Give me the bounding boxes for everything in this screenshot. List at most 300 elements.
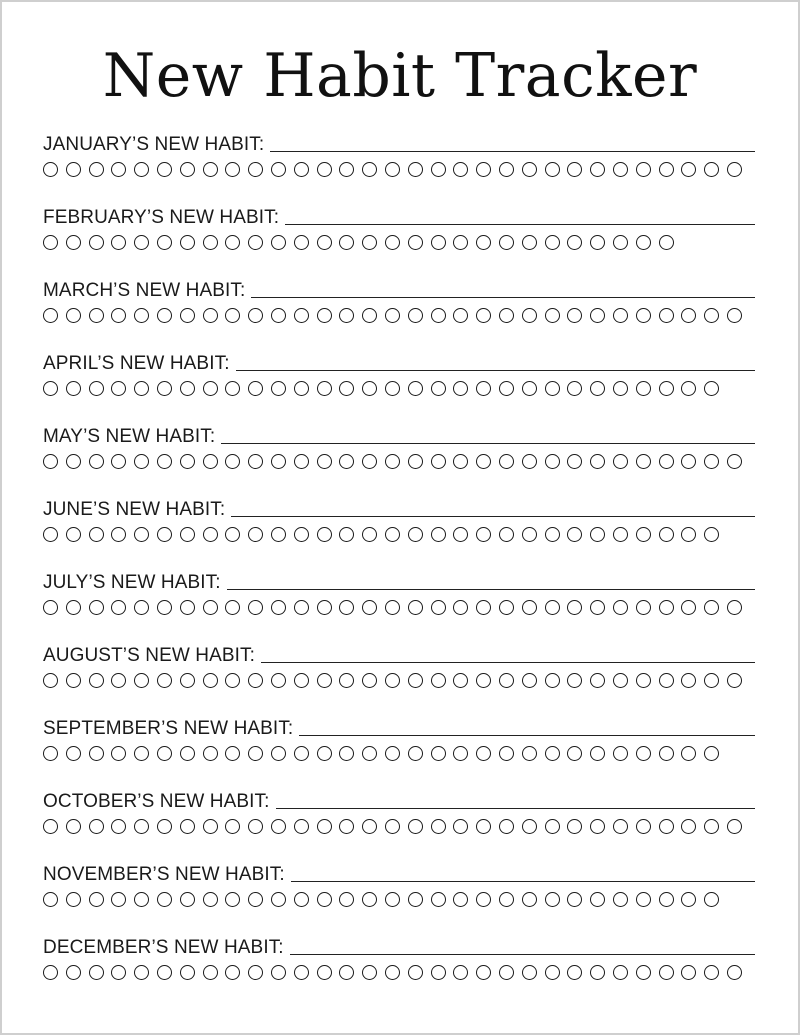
day-circle[interactable]	[408, 162, 423, 177]
day-circle[interactable]	[704, 673, 719, 688]
day-circle[interactable]	[111, 892, 126, 907]
day-circle[interactable]	[453, 819, 468, 834]
day-circle[interactable]	[408, 308, 423, 323]
day-circle[interactable]	[248, 527, 263, 542]
day-circle[interactable]	[225, 527, 240, 542]
day-circle[interactable]	[66, 819, 81, 834]
day-circle[interactable]	[453, 600, 468, 615]
day-circle[interactable]	[294, 308, 309, 323]
day-circle[interactable]	[567, 162, 582, 177]
day-circle[interactable]	[476, 381, 491, 396]
day-circle[interactable]	[613, 892, 628, 907]
day-circle[interactable]	[134, 527, 149, 542]
day-circle[interactable]	[317, 454, 332, 469]
day-circle[interactable]	[248, 381, 263, 396]
day-circle[interactable]	[203, 381, 218, 396]
day-circle[interactable]	[545, 381, 560, 396]
day-circle[interactable]	[476, 308, 491, 323]
day-circle[interactable]	[248, 819, 263, 834]
day-circle[interactable]	[590, 892, 605, 907]
day-circle[interactable]	[271, 527, 286, 542]
day-circle[interactable]	[476, 454, 491, 469]
day-circle[interactable]	[180, 892, 195, 907]
day-circle[interactable]	[453, 673, 468, 688]
day-circle[interactable]	[89, 965, 104, 980]
day-circle[interactable]	[681, 673, 696, 688]
day-circle[interactable]	[681, 600, 696, 615]
day-circle[interactable]	[522, 965, 537, 980]
day-circle[interactable]	[659, 673, 674, 688]
day-circle[interactable]	[111, 162, 126, 177]
day-circle[interactable]	[385, 454, 400, 469]
day-circle[interactable]	[590, 600, 605, 615]
day-circle[interactable]	[89, 527, 104, 542]
day-circle[interactable]	[203, 600, 218, 615]
day-circle[interactable]	[111, 965, 126, 980]
day-circle[interactable]	[590, 673, 605, 688]
day-circle[interactable]	[704, 746, 719, 761]
day-circle[interactable]	[431, 673, 446, 688]
day-circle[interactable]	[613, 162, 628, 177]
day-circle[interactable]	[157, 892, 172, 907]
day-circle[interactable]	[522, 673, 537, 688]
day-circle[interactable]	[704, 600, 719, 615]
day-circle[interactable]	[180, 381, 195, 396]
day-circle[interactable]	[659, 600, 674, 615]
habit-blank-line[interactable]	[276, 808, 755, 809]
day-circle[interactable]	[248, 892, 263, 907]
day-circle[interactable]	[203, 746, 218, 761]
day-circle[interactable]	[248, 308, 263, 323]
day-circle[interactable]	[636, 162, 651, 177]
day-circle[interactable]	[681, 162, 696, 177]
day-circle[interactable]	[613, 308, 628, 323]
day-circle[interactable]	[522, 308, 537, 323]
day-circle[interactable]	[43, 454, 58, 469]
day-circle[interactable]	[294, 381, 309, 396]
day-circle[interactable]	[317, 162, 332, 177]
day-circle[interactable]	[545, 308, 560, 323]
day-circle[interactable]	[499, 892, 514, 907]
day-circle[interactable]	[681, 819, 696, 834]
day-circle[interactable]	[362, 673, 377, 688]
day-circle[interactable]	[134, 965, 149, 980]
day-circle[interactable]	[453, 162, 468, 177]
day-circle[interactable]	[43, 381, 58, 396]
day-circle[interactable]	[590, 819, 605, 834]
day-circle[interactable]	[294, 965, 309, 980]
day-circle[interactable]	[681, 308, 696, 323]
day-circle[interactable]	[522, 819, 537, 834]
day-circle[interactable]	[545, 600, 560, 615]
day-circle[interactable]	[476, 673, 491, 688]
day-circle[interactable]	[431, 965, 446, 980]
day-circle[interactable]	[134, 162, 149, 177]
day-circle[interactable]	[545, 454, 560, 469]
day-circle[interactable]	[134, 673, 149, 688]
day-circle[interactable]	[636, 965, 651, 980]
day-circle[interactable]	[545, 527, 560, 542]
day-circle[interactable]	[453, 746, 468, 761]
day-circle[interactable]	[180, 308, 195, 323]
day-circle[interactable]	[157, 308, 172, 323]
day-circle[interactable]	[681, 965, 696, 980]
day-circle[interactable]	[522, 746, 537, 761]
day-circle[interactable]	[203, 162, 218, 177]
day-circle[interactable]	[157, 819, 172, 834]
day-circle[interactable]	[590, 454, 605, 469]
day-circle[interactable]	[271, 673, 286, 688]
day-circle[interactable]	[567, 527, 582, 542]
day-circle[interactable]	[89, 746, 104, 761]
day-circle[interactable]	[225, 819, 240, 834]
day-circle[interactable]	[499, 673, 514, 688]
day-circle[interactable]	[225, 673, 240, 688]
day-circle[interactable]	[43, 819, 58, 834]
day-circle[interactable]	[111, 381, 126, 396]
day-circle[interactable]	[545, 819, 560, 834]
day-circle[interactable]	[89, 819, 104, 834]
day-circle[interactable]	[225, 892, 240, 907]
day-circle[interactable]	[590, 965, 605, 980]
day-circle[interactable]	[89, 162, 104, 177]
day-circle[interactable]	[339, 454, 354, 469]
day-circle[interactable]	[476, 892, 491, 907]
day-circle[interactable]	[66, 892, 81, 907]
day-circle[interactable]	[157, 235, 172, 250]
day-circle[interactable]	[476, 235, 491, 250]
day-circle[interactable]	[362, 454, 377, 469]
day-circle[interactable]	[203, 819, 218, 834]
day-circle[interactable]	[590, 308, 605, 323]
day-circle[interactable]	[727, 965, 742, 980]
day-circle[interactable]	[157, 746, 172, 761]
day-circle[interactable]	[271, 746, 286, 761]
day-circle[interactable]	[567, 381, 582, 396]
day-circle[interactable]	[453, 381, 468, 396]
day-circle[interactable]	[431, 381, 446, 396]
habit-blank-line[interactable]	[291, 881, 755, 882]
day-circle[interactable]	[567, 892, 582, 907]
day-circle[interactable]	[362, 600, 377, 615]
day-circle[interactable]	[453, 454, 468, 469]
day-circle[interactable]	[453, 965, 468, 980]
day-circle[interactable]	[89, 308, 104, 323]
day-circle[interactable]	[636, 454, 651, 469]
day-circle[interactable]	[180, 819, 195, 834]
day-circle[interactable]	[659, 235, 674, 250]
day-circle[interactable]	[294, 892, 309, 907]
day-circle[interactable]	[499, 162, 514, 177]
day-circle[interactable]	[180, 673, 195, 688]
day-circle[interactable]	[339, 527, 354, 542]
day-circle[interactable]	[339, 235, 354, 250]
day-circle[interactable]	[431, 892, 446, 907]
day-circle[interactable]	[339, 673, 354, 688]
day-circle[interactable]	[157, 673, 172, 688]
day-circle[interactable]	[431, 527, 446, 542]
day-circle[interactable]	[636, 381, 651, 396]
day-circle[interactable]	[43, 965, 58, 980]
day-circle[interactable]	[476, 819, 491, 834]
day-circle[interactable]	[499, 746, 514, 761]
day-circle[interactable]	[248, 600, 263, 615]
day-circle[interactable]	[385, 965, 400, 980]
day-circle[interactable]	[294, 162, 309, 177]
day-circle[interactable]	[66, 454, 81, 469]
day-circle[interactable]	[111, 746, 126, 761]
day-circle[interactable]	[545, 162, 560, 177]
day-circle[interactable]	[476, 527, 491, 542]
day-circle[interactable]	[317, 819, 332, 834]
day-circle[interactable]	[385, 381, 400, 396]
day-circle[interactable]	[248, 235, 263, 250]
day-circle[interactable]	[339, 965, 354, 980]
day-circle[interactable]	[499, 381, 514, 396]
day-circle[interactable]	[567, 454, 582, 469]
day-circle[interactable]	[180, 162, 195, 177]
day-circle[interactable]	[590, 527, 605, 542]
day-circle[interactable]	[476, 600, 491, 615]
day-circle[interactable]	[476, 746, 491, 761]
day-circle[interactable]	[453, 892, 468, 907]
day-circle[interactable]	[385, 819, 400, 834]
day-circle[interactable]	[659, 527, 674, 542]
day-circle[interactable]	[203, 892, 218, 907]
day-circle[interactable]	[362, 746, 377, 761]
day-circle[interactable]	[567, 235, 582, 250]
day-circle[interactable]	[522, 892, 537, 907]
day-circle[interactable]	[89, 235, 104, 250]
day-circle[interactable]	[111, 673, 126, 688]
day-circle[interactable]	[134, 235, 149, 250]
day-circle[interactable]	[545, 235, 560, 250]
day-circle[interactable]	[522, 235, 537, 250]
day-circle[interactable]	[225, 162, 240, 177]
day-circle[interactable]	[408, 600, 423, 615]
day-circle[interactable]	[180, 454, 195, 469]
day-circle[interactable]	[225, 600, 240, 615]
day-circle[interactable]	[271, 162, 286, 177]
day-circle[interactable]	[157, 162, 172, 177]
day-circle[interactable]	[636, 600, 651, 615]
day-circle[interactable]	[453, 527, 468, 542]
day-circle[interactable]	[294, 527, 309, 542]
day-circle[interactable]	[636, 746, 651, 761]
day-circle[interactable]	[613, 235, 628, 250]
day-circle[interactable]	[66, 527, 81, 542]
day-circle[interactable]	[339, 600, 354, 615]
day-circle[interactable]	[180, 965, 195, 980]
day-circle[interactable]	[704, 527, 719, 542]
day-circle[interactable]	[704, 308, 719, 323]
day-circle[interactable]	[636, 892, 651, 907]
day-circle[interactable]	[659, 381, 674, 396]
day-circle[interactable]	[453, 235, 468, 250]
day-circle[interactable]	[294, 235, 309, 250]
day-circle[interactable]	[408, 819, 423, 834]
day-circle[interactable]	[613, 527, 628, 542]
day-circle[interactable]	[203, 965, 218, 980]
day-circle[interactable]	[499, 527, 514, 542]
day-circle[interactable]	[317, 235, 332, 250]
day-circle[interactable]	[66, 746, 81, 761]
day-circle[interactable]	[134, 819, 149, 834]
day-circle[interactable]	[636, 308, 651, 323]
day-circle[interactable]	[362, 162, 377, 177]
day-circle[interactable]	[408, 673, 423, 688]
day-circle[interactable]	[499, 600, 514, 615]
day-circle[interactable]	[203, 673, 218, 688]
day-circle[interactable]	[317, 965, 332, 980]
day-circle[interactable]	[613, 381, 628, 396]
day-circle[interactable]	[248, 965, 263, 980]
day-circle[interactable]	[66, 965, 81, 980]
day-circle[interactable]	[89, 892, 104, 907]
day-circle[interactable]	[681, 454, 696, 469]
day-circle[interactable]	[111, 454, 126, 469]
day-circle[interactable]	[408, 892, 423, 907]
day-circle[interactable]	[225, 235, 240, 250]
habit-blank-line[interactable]	[236, 370, 755, 371]
habit-blank-line[interactable]	[227, 589, 755, 590]
day-circle[interactable]	[704, 892, 719, 907]
day-circle[interactable]	[522, 454, 537, 469]
day-circle[interactable]	[294, 454, 309, 469]
day-circle[interactable]	[590, 162, 605, 177]
day-circle[interactable]	[111, 527, 126, 542]
day-circle[interactable]	[317, 600, 332, 615]
day-circle[interactable]	[431, 600, 446, 615]
day-circle[interactable]	[339, 308, 354, 323]
day-circle[interactable]	[317, 308, 332, 323]
day-circle[interactable]	[431, 235, 446, 250]
day-circle[interactable]	[499, 454, 514, 469]
day-circle[interactable]	[567, 746, 582, 761]
day-circle[interactable]	[567, 673, 582, 688]
day-circle[interactable]	[385, 673, 400, 688]
day-circle[interactable]	[385, 600, 400, 615]
day-circle[interactable]	[681, 746, 696, 761]
day-circle[interactable]	[385, 892, 400, 907]
day-circle[interactable]	[43, 746, 58, 761]
day-circle[interactable]	[522, 381, 537, 396]
day-circle[interactable]	[681, 381, 696, 396]
day-circle[interactable]	[43, 527, 58, 542]
day-circle[interactable]	[271, 381, 286, 396]
day-circle[interactable]	[659, 162, 674, 177]
day-circle[interactable]	[453, 308, 468, 323]
day-circle[interactable]	[613, 673, 628, 688]
habit-blank-line[interactable]	[261, 662, 755, 663]
day-circle[interactable]	[157, 381, 172, 396]
day-circle[interactable]	[522, 600, 537, 615]
habit-blank-line[interactable]	[285, 224, 755, 225]
day-circle[interactable]	[727, 454, 742, 469]
day-circle[interactable]	[248, 746, 263, 761]
day-circle[interactable]	[613, 965, 628, 980]
day-circle[interactable]	[248, 454, 263, 469]
day-circle[interactable]	[362, 892, 377, 907]
day-circle[interactable]	[203, 454, 218, 469]
day-circle[interactable]	[66, 235, 81, 250]
day-circle[interactable]	[431, 454, 446, 469]
day-circle[interactable]	[134, 381, 149, 396]
day-circle[interactable]	[66, 673, 81, 688]
day-circle[interactable]	[522, 527, 537, 542]
day-circle[interactable]	[225, 381, 240, 396]
day-circle[interactable]	[134, 454, 149, 469]
day-circle[interactable]	[499, 819, 514, 834]
day-circle[interactable]	[339, 746, 354, 761]
day-circle[interactable]	[636, 673, 651, 688]
day-circle[interactable]	[636, 527, 651, 542]
day-circle[interactable]	[203, 527, 218, 542]
day-circle[interactable]	[681, 892, 696, 907]
day-circle[interactable]	[704, 162, 719, 177]
day-circle[interactable]	[157, 600, 172, 615]
day-circle[interactable]	[294, 819, 309, 834]
day-circle[interactable]	[522, 162, 537, 177]
day-circle[interactable]	[317, 746, 332, 761]
day-circle[interactable]	[431, 308, 446, 323]
day-circle[interactable]	[362, 527, 377, 542]
day-circle[interactable]	[727, 819, 742, 834]
day-circle[interactable]	[43, 892, 58, 907]
day-circle[interactable]	[134, 746, 149, 761]
day-circle[interactable]	[704, 454, 719, 469]
day-circle[interactable]	[499, 308, 514, 323]
day-circle[interactable]	[727, 673, 742, 688]
day-circle[interactable]	[225, 454, 240, 469]
day-circle[interactable]	[704, 819, 719, 834]
day-circle[interactable]	[499, 965, 514, 980]
day-circle[interactable]	[408, 746, 423, 761]
day-circle[interactable]	[659, 454, 674, 469]
day-circle[interactable]	[43, 308, 58, 323]
day-circle[interactable]	[294, 673, 309, 688]
day-circle[interactable]	[111, 235, 126, 250]
day-circle[interactable]	[362, 965, 377, 980]
day-circle[interactable]	[727, 308, 742, 323]
habit-blank-line[interactable]	[231, 516, 755, 517]
day-circle[interactable]	[636, 819, 651, 834]
day-circle[interactable]	[613, 600, 628, 615]
day-circle[interactable]	[111, 819, 126, 834]
day-circle[interactable]	[408, 235, 423, 250]
day-circle[interactable]	[613, 819, 628, 834]
habit-blank-line[interactable]	[290, 954, 755, 955]
day-circle[interactable]	[408, 527, 423, 542]
day-circle[interactable]	[317, 673, 332, 688]
day-circle[interactable]	[339, 162, 354, 177]
day-circle[interactable]	[43, 673, 58, 688]
day-circle[interactable]	[362, 819, 377, 834]
day-circle[interactable]	[636, 235, 651, 250]
day-circle[interactable]	[408, 965, 423, 980]
day-circle[interactable]	[43, 235, 58, 250]
day-circle[interactable]	[385, 162, 400, 177]
day-circle[interactable]	[180, 527, 195, 542]
day-circle[interactable]	[659, 892, 674, 907]
day-circle[interactable]	[545, 965, 560, 980]
day-circle[interactable]	[408, 381, 423, 396]
day-circle[interactable]	[271, 235, 286, 250]
day-circle[interactable]	[294, 746, 309, 761]
day-circle[interactable]	[659, 308, 674, 323]
day-circle[interactable]	[134, 600, 149, 615]
day-circle[interactable]	[225, 965, 240, 980]
